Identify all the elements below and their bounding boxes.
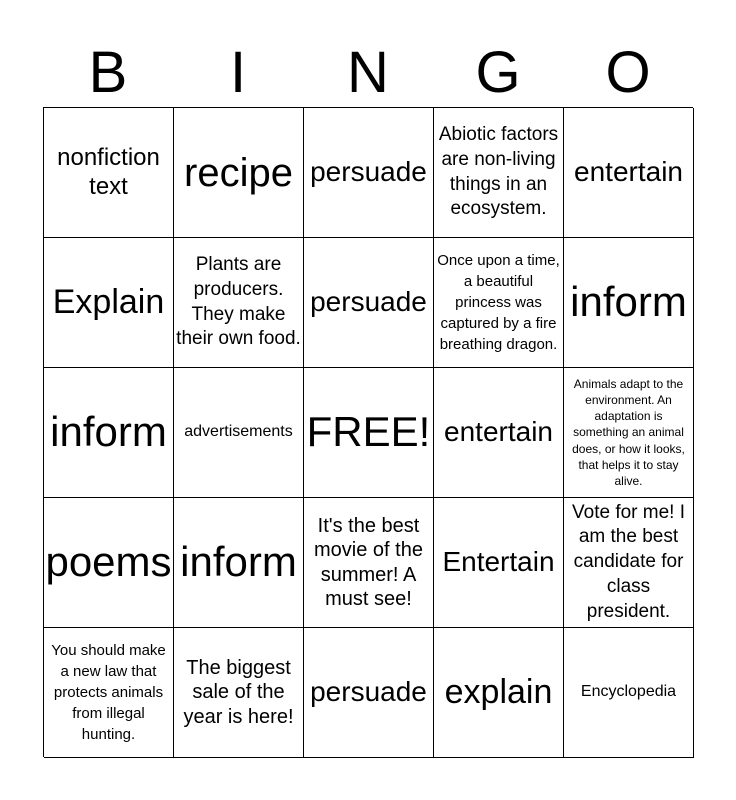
bingo-cell[interactable] [304, 628, 434, 758]
cell-text: Entertain [442, 546, 555, 578]
cell-text: explain [444, 672, 553, 711]
bingo-cell[interactable] [174, 238, 304, 368]
bingo-header [43, 40, 693, 106]
cell-text: Animals adapt to the environment. An adaptation is something an animal does, or how it looks, that helps it to stay alive. [572, 376, 685, 488]
cell-text: entertain [444, 416, 553, 448]
header-letter-n: N [347, 40, 389, 105]
cell-text: You should make a new law that protects animals from illegal hunting. [51, 642, 166, 743]
cell-text: persuade [310, 286, 427, 318]
cell-text: nonfiction text [57, 143, 160, 200]
cell-text: advertisements [184, 423, 293, 441]
bingo-cell[interactable] [434, 238, 564, 368]
bingo-grid [43, 107, 693, 757]
cell-text: inform [180, 538, 297, 586]
bingo-cell[interactable] [564, 498, 694, 628]
bingo-cell[interactable] [564, 628, 694, 758]
cell-text: Abiotic factors are non-living things in an ecosystem. [438, 124, 559, 220]
cell-text: recipe [184, 150, 293, 195]
bingo-cell[interactable] [174, 498, 304, 628]
bingo-cell[interactable] [304, 108, 434, 238]
header-letter-b: B [88, 40, 128, 105]
cell-text: inform [50, 408, 167, 456]
bingo-cell[interactable] [44, 368, 174, 498]
bingo-cell[interactable] [304, 238, 434, 368]
bingo-cell[interactable] [174, 628, 304, 758]
cell-text: entertain [574, 156, 683, 188]
cell-text: Encyclopedia [580, 683, 677, 701]
header-letter-g: G [475, 40, 521, 105]
free-space-text: FREE! [306, 408, 431, 456]
bingo-cell[interactable] [434, 628, 564, 758]
free-space-cell[interactable] [304, 368, 434, 498]
cell-text: Vote for me! I am the best candidate for class president. [572, 501, 685, 622]
cell-text: persuade [310, 156, 427, 188]
bingo-cell[interactable] [44, 498, 174, 628]
bingo-cell[interactable] [174, 368, 304, 498]
bingo-cell[interactable] [304, 498, 434, 628]
bingo-cell[interactable] [434, 498, 564, 628]
cell-text: poems [45, 538, 172, 586]
bingo-cell[interactable] [44, 238, 174, 368]
cell-text: It's the best movie of the summer! A must see! [314, 514, 423, 610]
bingo-cell[interactable] [434, 368, 564, 498]
cell-text: Plants are producers. They make their own food. [176, 254, 301, 350]
header-letter-o: O [605, 40, 651, 105]
header-letter-i: I [229, 40, 247, 105]
cell-text: The biggest sale of the year is here! [183, 656, 294, 728]
cell-text: inform [570, 278, 687, 326]
bingo-cell[interactable] [174, 108, 304, 238]
bingo-cell[interactable] [564, 108, 694, 238]
cell-text: persuade [310, 676, 427, 708]
bingo-cell[interactable] [44, 108, 174, 238]
bingo-cell[interactable] [564, 238, 694, 368]
bingo-cell[interactable] [44, 628, 174, 758]
bingo-cell[interactable] [564, 368, 694, 498]
bingo-cell[interactable] [434, 108, 564, 238]
cell-text: Explain [52, 282, 165, 321]
cell-text: Once upon a time, a beautiful princess was captured by a fire breathing dragon. [437, 252, 560, 353]
